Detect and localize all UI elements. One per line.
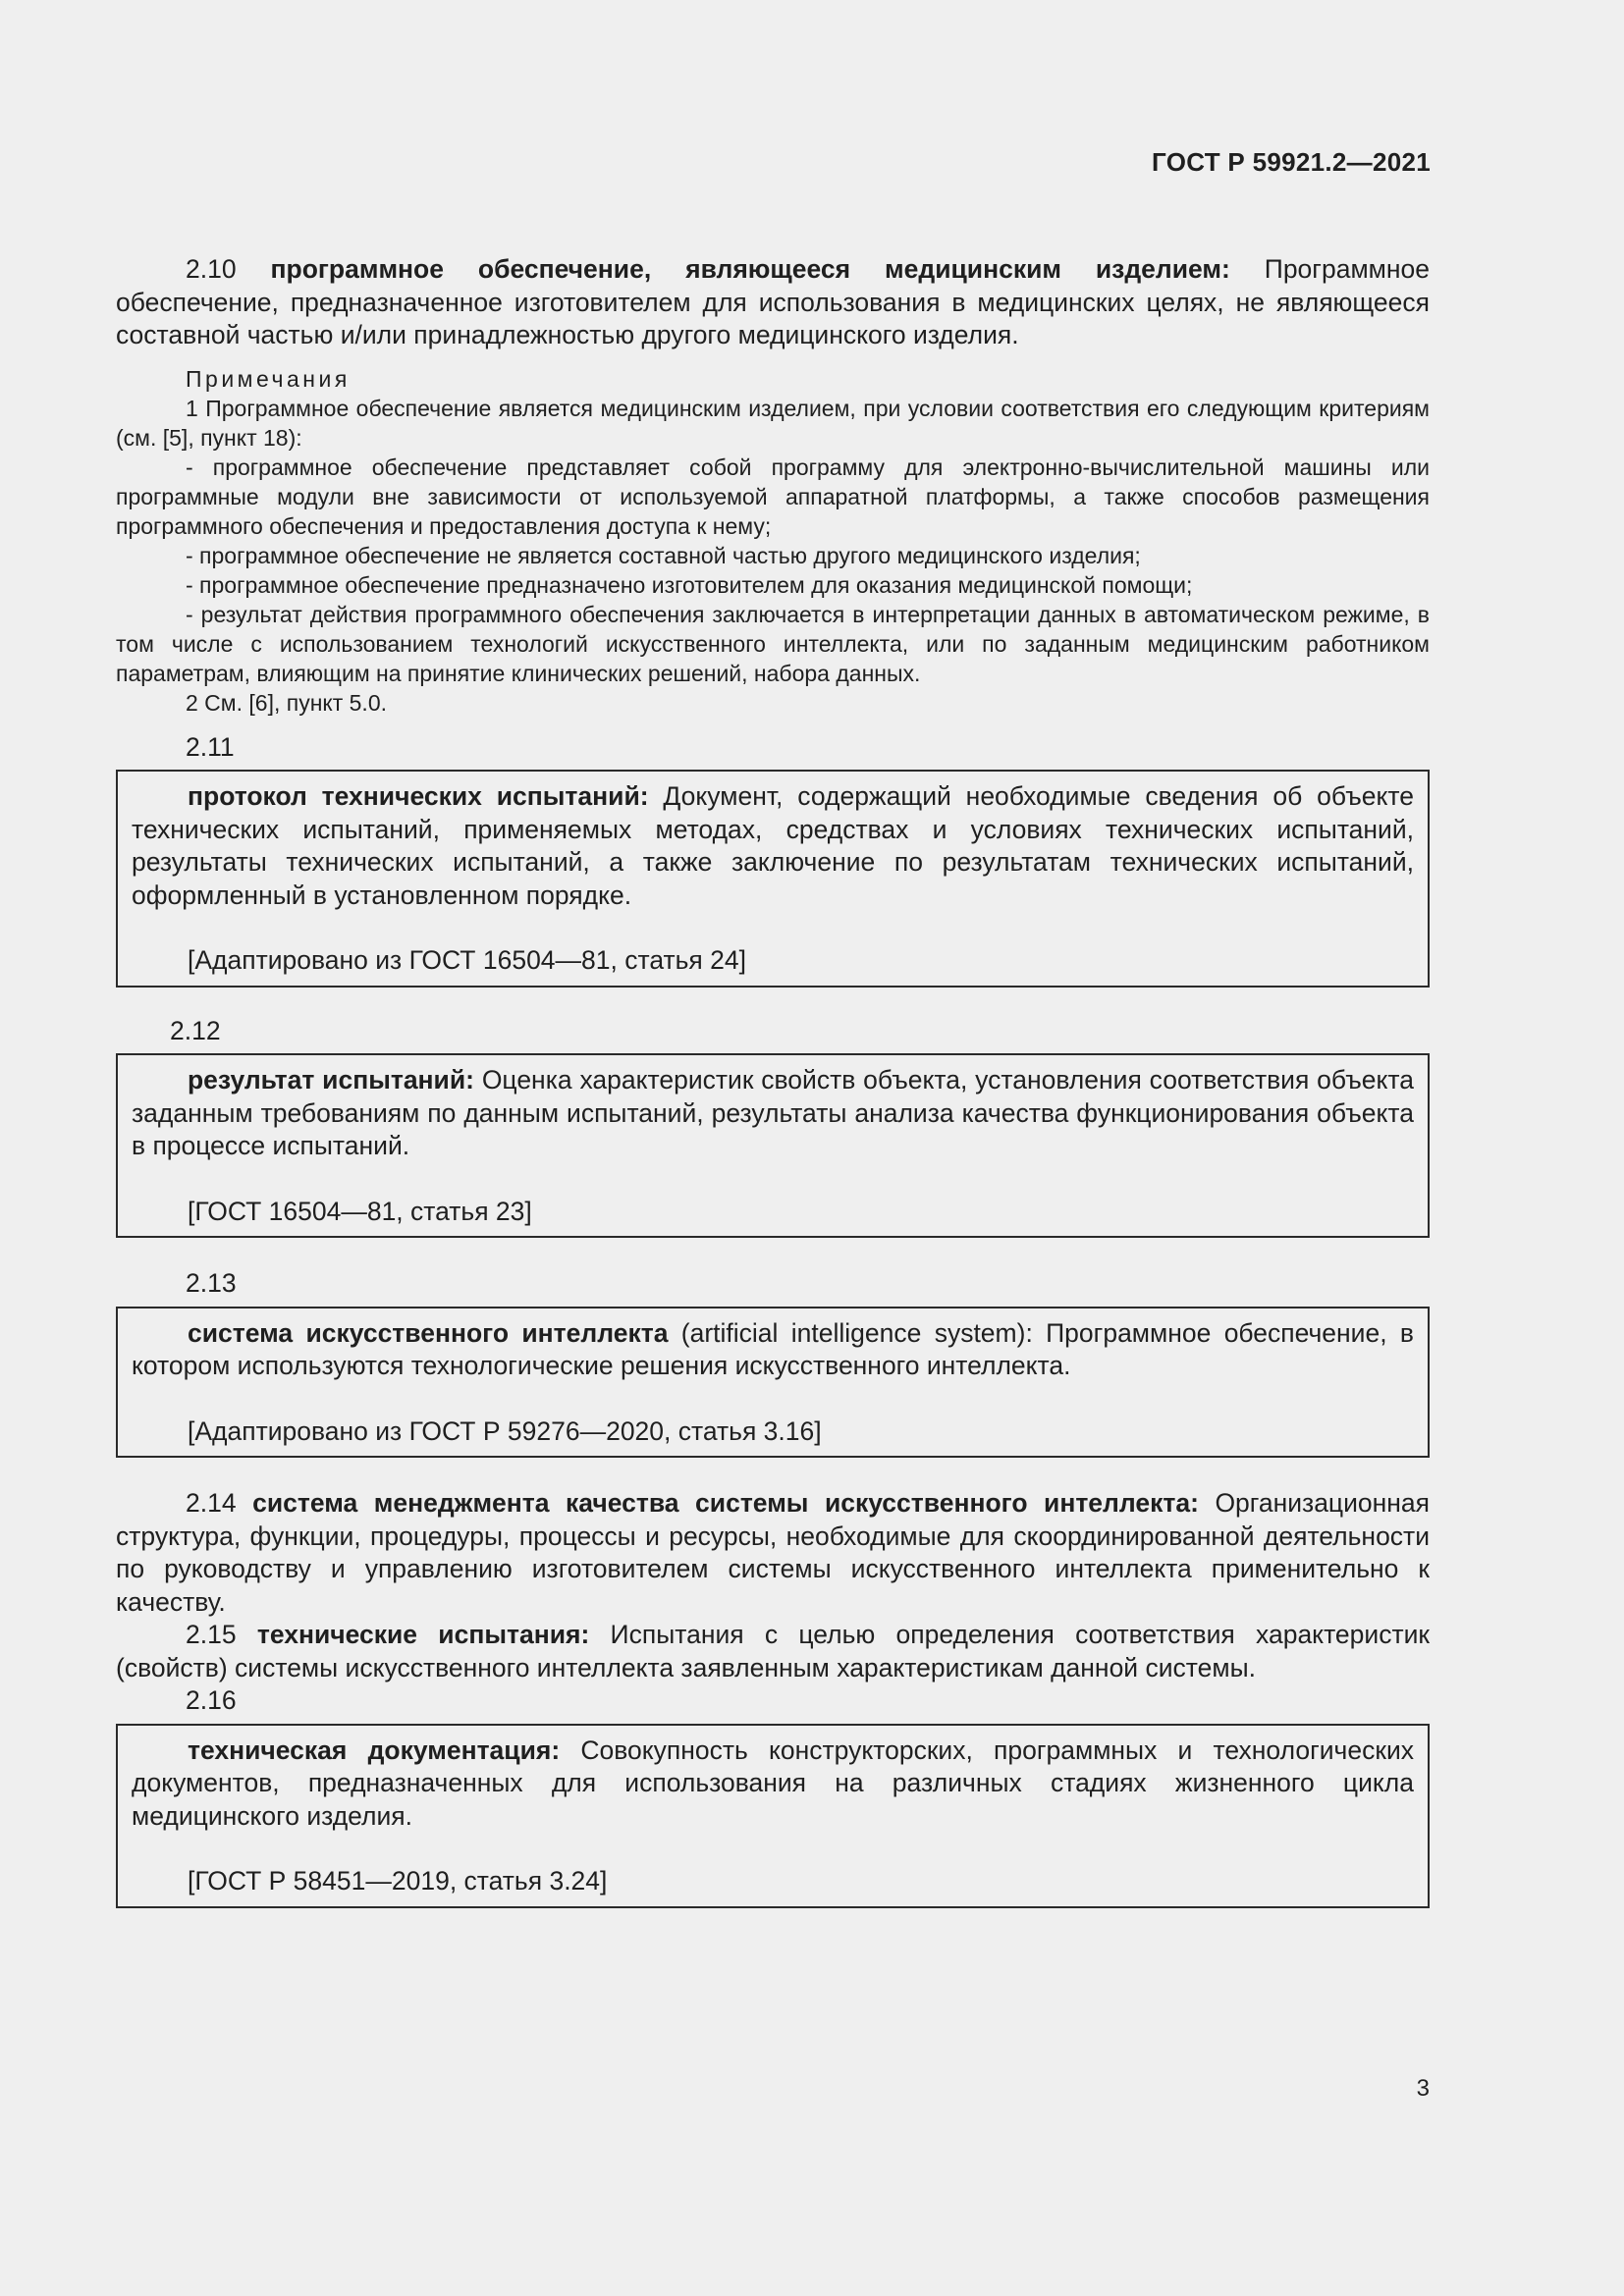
document-code: ГОСТ Р 59921.2—2021: [1152, 147, 1431, 177]
term-box-2-12: [116, 1053, 1430, 1238]
term-number-2-16: 2.16: [186, 1685, 237, 1715]
term-source: [ГОСТ Р 58451—2019, статья 3.24]: [188, 1866, 608, 1896]
term-source: [Адаптировано из ГОСТ 16504—81, статья 24]: [188, 945, 746, 975]
term-number-2-13: 2.13: [186, 1268, 237, 1298]
term-box-2-16: [116, 1724, 1430, 1908]
term-title: техническая документация:: [188, 1735, 561, 1765]
note-1-bullet-4: - результат действия программного обеспечения заключается в интерпретации данных в автоматическом режиме, в том числе с использованием технологий искусственного интеллекта, или по заданным медицинским работником параметрам, влияющим на принятие клинических решений, набора данных.: [116, 601, 1430, 686]
term-box-2-13: [116, 1307, 1430, 1459]
term-number: 2.14: [186, 1488, 237, 1518]
notes-title: Примечания: [186, 365, 351, 392]
term-definition: Документ, содержащий необходимые сведения об объекте технических испытаний, применяемых методах, средствах и условиях технических испытаний, результаты технических испытаний, а также заключение по результатам технических испытаний, оформленный в установленном порядке.: [132, 781, 1414, 910]
page-number: 3: [1416, 2075, 1430, 2102]
term-definition: Программное обеспечение, предназначенное изготовителем для использования в медицинских целях, не являющееся составной частью и/или принадлежностью другого медицинского изделия.: [116, 254, 1430, 349]
term-title: протокол технических испытаний:: [188, 781, 649, 811]
term-title: технические испытания:: [256, 1620, 590, 1649]
note-1-bullet-2: - программное обеспечение не является составной частью другого медицинского изделия;: [186, 542, 1141, 568]
term-number-2-12: 2.12: [170, 1015, 221, 1045]
term-definition: Организационная структура, функции, процедуры, процессы и ресурсы, необходимые для скоординированной деятельности по руководству и управлению изготовителем системы искусственного интеллекта применительно к качеству.: [116, 1488, 1431, 1617]
term-number: 2.10: [186, 254, 237, 284]
term-definition: (artificial intelligence system): Программное обеспечение, в котором используются технологические решения искусственного интеллекта.: [132, 1317, 1415, 1380]
term-definition: Испытания с целью определения соответствия характеристик (свойств) системы искусственного интеллекта заявленным характеристикам данной системы.: [116, 1620, 1430, 1682]
note-1: 1 Программное обеспечение является медицинским изделием, при условии соответствия его следующим критериям (см. [5], пункт 18):: [116, 395, 1430, 451]
term-2-14: [116, 1487, 1430, 1619]
document-body: [116, 253, 1430, 1908]
notes-block: [116, 364, 1430, 718]
note-2: 2 См. [6], пункт 5.0.: [186, 689, 388, 716]
term-source: [Адаптировано из ГОСТ Р 59276—2020, статья 3.16]: [188, 1415, 822, 1446]
term-source: [ГОСТ 16504—81, статья 23]: [188, 1196, 532, 1226]
term-title: система искусственного интеллекта: [188, 1317, 669, 1348]
term-box-2-11: [116, 770, 1430, 988]
term-number-2-11: 2.11: [186, 731, 235, 762]
term-2-15: [116, 1619, 1430, 1684]
term-title: результат испытаний:: [188, 1065, 474, 1095]
term-number: 2.15: [186, 1620, 237, 1649]
term-definition: Совокупность конструкторских, программных и технологических документов, предназначенных для использования на различных стадиях жизненного цикла медицинского изделия.: [132, 1735, 1414, 1831]
term-2-13: [132, 1317, 1414, 1383]
term-title: система менеджмента качества системы искусственного интеллекта:: [252, 1488, 1199, 1518]
term-2-12: [132, 1064, 1414, 1163]
term-2-11: [132, 780, 1414, 912]
note-1-bullet-3: - программное обеспечение предназначено изготовителем для оказания медицинской помощи;: [186, 571, 1193, 598]
term-definition: Оценка характеристик свойств объекта, установления соответствия объекта заданным требованиям по данным испытаний, результаты анализа качества функционирования объекта в процессе испытаний.: [132, 1065, 1414, 1160]
term-title: программное обеспечение, являющееся медицинским изделием:: [270, 254, 1230, 284]
term-2-10: [116, 253, 1430, 352]
term-2-16: [132, 1735, 1414, 1834]
note-1-bullet-1: - программное обеспечение представляет собой программу для электронно-вычислительной машины или программные модули вне зависимости от используемой аппаратной платформы, а также способов размещения программного обеспечения и предоставления доступа к нему;: [116, 454, 1430, 539]
